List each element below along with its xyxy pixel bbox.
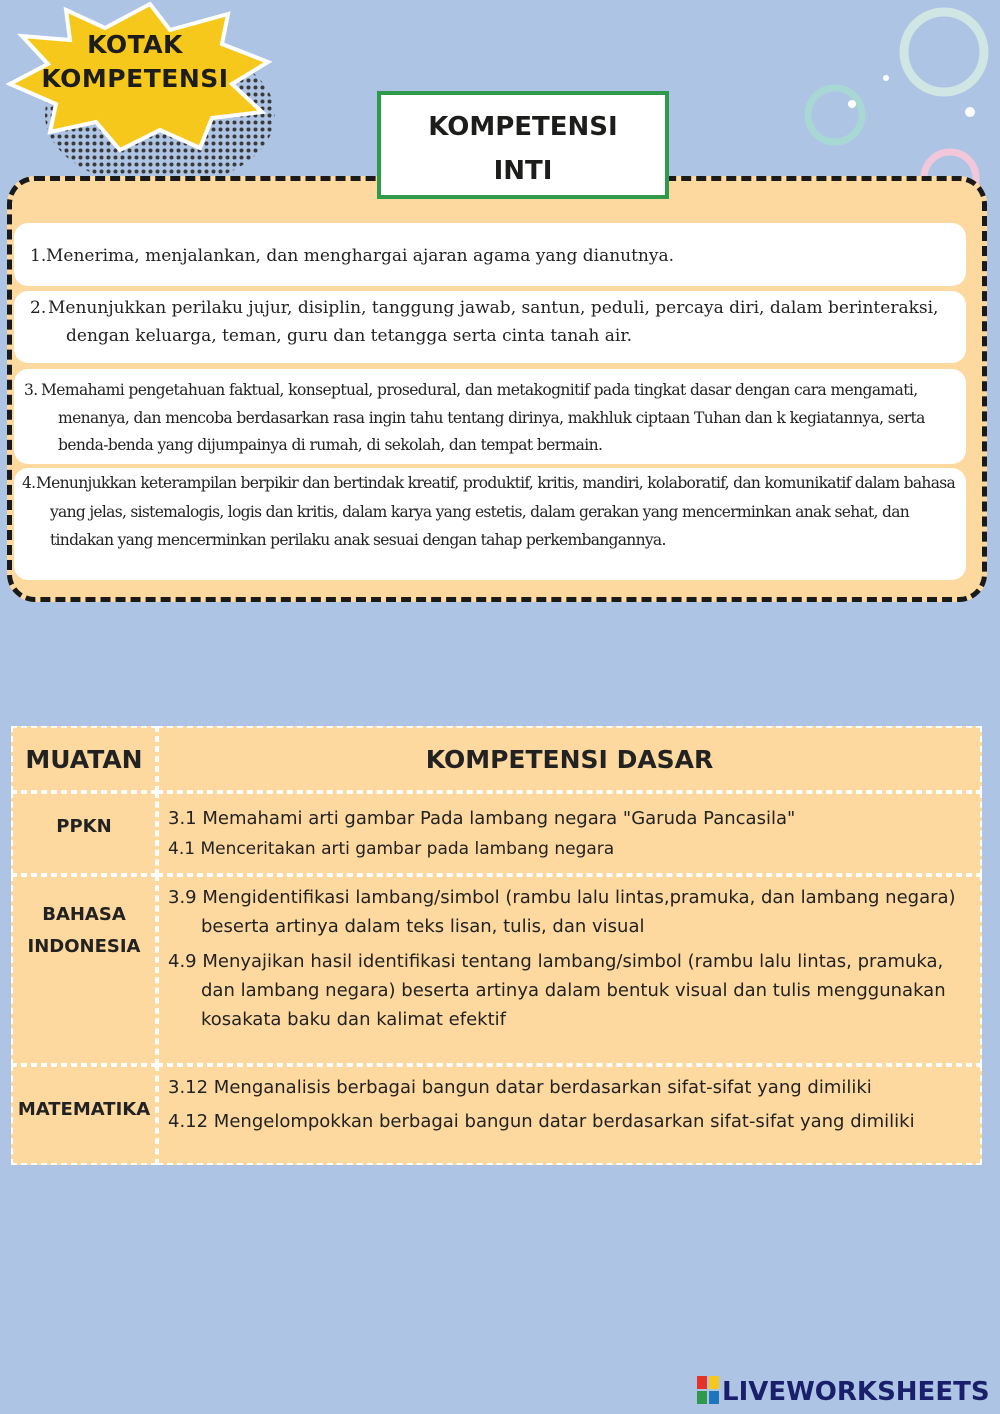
subject-line: INDONESIA bbox=[27, 936, 141, 957]
badge-line1: KOTAK bbox=[87, 30, 183, 59]
ki-item-2 bbox=[14, 291, 966, 363]
ki-item-number: 3. bbox=[24, 381, 38, 399]
subject-cell: PPKN bbox=[11, 792, 157, 875]
ki-item-text: Menerima, menjalankan, dan menghargai ajaran agama yang dianutnya. bbox=[46, 246, 675, 266]
subject-cell bbox=[11, 875, 157, 1065]
ki-title-line2: INTI bbox=[493, 156, 553, 186]
ki-item-number: 2. bbox=[30, 298, 47, 318]
ki-item-1 bbox=[14, 223, 966, 286]
logo-badge-icon bbox=[697, 1376, 719, 1404]
kd-line: 3.1 Memahami arti gambar Pada lambang negara "Garuda Pancasila" bbox=[168, 808, 796, 829]
table-row bbox=[11, 1065, 982, 1165]
kd-line: 4.1 Menceritakan arti gambar pada lambang negara bbox=[168, 839, 615, 859]
ki-item-text: Memahami pengetahuan faktual, konseptual, prosedural, dan metakognitif pada tingkat dasar dengan cara mengamati, menanya, dan mencoba berdasarkan rasa ingin tahu tentang dirinya, makhluk ciptaan Tuhan dan k kegiatannya, serta benda-benda yang dijumpainya di rumah, di sekolah, dan tempat bermain. bbox=[41, 381, 925, 454]
liveworksheets-logo bbox=[697, 1376, 990, 1414]
kd-cell bbox=[157, 1065, 982, 1165]
ki-item-3 bbox=[14, 369, 966, 464]
table-row bbox=[11, 875, 982, 1065]
ki-item-number: 1. bbox=[30, 246, 47, 266]
ki-item-4 bbox=[14, 468, 966, 580]
badge-title bbox=[40, 28, 230, 96]
kd-cell bbox=[157, 792, 982, 875]
header-muatan: MUATAN bbox=[11, 726, 157, 792]
ki-item-number: 4. bbox=[22, 474, 36, 492]
kd-cell bbox=[157, 875, 982, 1065]
kompetensi-dasar-table bbox=[11, 726, 982, 1165]
kd-line: 4.9 Menyajikan hasil identifikasi tentang lambang/simbol (rambu lalu lintas, pramuka, dan lambang negara) beserta artinya dalam bentuk visual dan tulis menggunakan kosakata baku dan kalimat efektif bbox=[168, 951, 946, 1030]
ki-item-text: Menunjukkan keterampilan berpikir dan bertindak kreatif, produktif, kritis, mandiri, kolaboratif, dan komunikatif dalam bahasa yang jelas, sistemalogis, logis dan kritis, dalam karya yang estetis, dalam gerakan yang mencerminkan anak sehat, dan tindakan yang mencerminkan perilaku anak sesuai dengan tahap perkembangannya. bbox=[36, 474, 956, 549]
kd-line: 3.12 Menganalisis berbagai bangun datar berdasarkan sifat-sifat yang dimiliki bbox=[168, 1077, 872, 1098]
subject-cell: MATEMATIKA bbox=[11, 1065, 157, 1165]
logo-text: LIVEWORKSHEETS bbox=[722, 1377, 990, 1407]
kd-line: 3.9 Mengidentifikasi lambang/simbol (rambu lalu lintas,pramuka, dan lambang negara) beserta artinya dalam teks lisan, tulis, dan visual bbox=[168, 887, 956, 937]
header-kompetensi-dasar: KOMPETENSI DASAR bbox=[157, 726, 982, 792]
kompetensi-inti-title bbox=[377, 91, 669, 199]
ki-title-line1: KOMPETENSI bbox=[428, 112, 618, 142]
kd-line: 4.12 Mengelompokkan berbagai bangun datar berdasarkan sifat-sifat yang dimiliki bbox=[168, 1111, 915, 1132]
table-row bbox=[11, 792, 982, 875]
table-header-row bbox=[11, 726, 982, 792]
ki-item-text: Menunjukkan perilaku jujur, disiplin, tanggung jawab, santun, peduli, percaya diri, dalam berinteraksi, dengan keluarga, teman, guru dan tetangga serta cinta tanah air. bbox=[48, 298, 939, 346]
badge-line2: KOMPETENSI bbox=[41, 64, 229, 93]
subject-line: BAHASA bbox=[42, 904, 126, 925]
